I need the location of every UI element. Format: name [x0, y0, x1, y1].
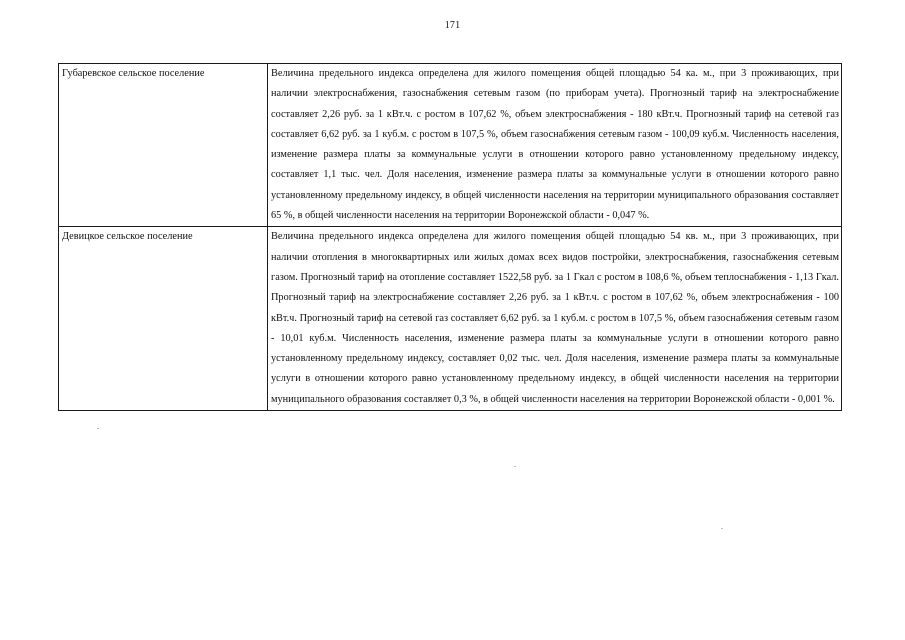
tariff-table	[58, 63, 842, 411]
settlement-description-cell: Величина предельного индекса определена для жилого помещения общей площадью 54 кв. м., при 3 проживающих, при наличии отопления в многоквартирных или жилых домах всех видов постройки, электроснабжения, газоснабжения сетевым газом. Прогнозный тариф на отопление составляет 1522,58 руб. за 1 Гкал с ростом в 108,6 %, объем теплоснабжения - 1,13 Гкал. Прогнозный тариф на электроснабжение составляет 2,26 руб. за 1 кВт.ч. с ростом в 107,62 %, объем электроснабжения - 100 кВт.ч. Прогнозный тариф на сетевой газ составляет 6,62 руб. за 1 куб.м. с ростом в 107,5 %, объем газоснабжения сетевым газом - 10,01 куб.м. Численность населения, изменение размера платы за коммунальные услуги в отношении которого равно установленному предельному индексу, составляет 0,02 тыс. чел. Доля населения, изменение размера платы за коммунальные услуги в отношении которого равно установленному предельному индексу, в общей численности населения на территории муниципального образования составляет 0,3 %, в общей численности населения на территории Воронежской области - 0,001 %.	[268, 227, 842, 411]
scan-speck	[97, 428, 99, 429]
table-row	[59, 227, 842, 411]
scan-speck	[514, 466, 516, 467]
settlement-name-cell: Губаревское сельское поселение	[59, 64, 268, 227]
page-number: 171	[444, 20, 461, 31]
table-row	[59, 64, 842, 227]
settlement-description-cell: Величина предельного индекса определена для жилого помещения общей площадью 54 ка. м., при 3 проживающих, при наличии электроснабжения, газоснабжения сетевым газом (по приборам учета). Прогнозный тариф на электроснабжение составляет 2,26 руб. за 1 кВт.ч. с ростом в 107,62 %, объем электроснабжения - 180 кВт.ч. Прогнозный тариф на сетевой газ составляет 6,62 руб. за 1 куб.м. с ростом в 107,5 %, объем газоснабжения сетевым газом - 100,09 куб.м. Численность населения, изменение размера платы за коммунальные услуги в отношении которого равно установленному предельному индексу, составляет 1,1 тыс. чел. Доля населения, изменение размера платы за коммунальные услуги в отношении которого равно установленному предельному индексу, в общей численности населения на территории муниципального образования составляет 65 %, в общей численности населения на территории Воронежской области - 0,047 %.	[268, 64, 842, 227]
scan-speck	[721, 528, 723, 529]
settlement-name-cell: Девицкое сельское поселение	[59, 227, 268, 411]
